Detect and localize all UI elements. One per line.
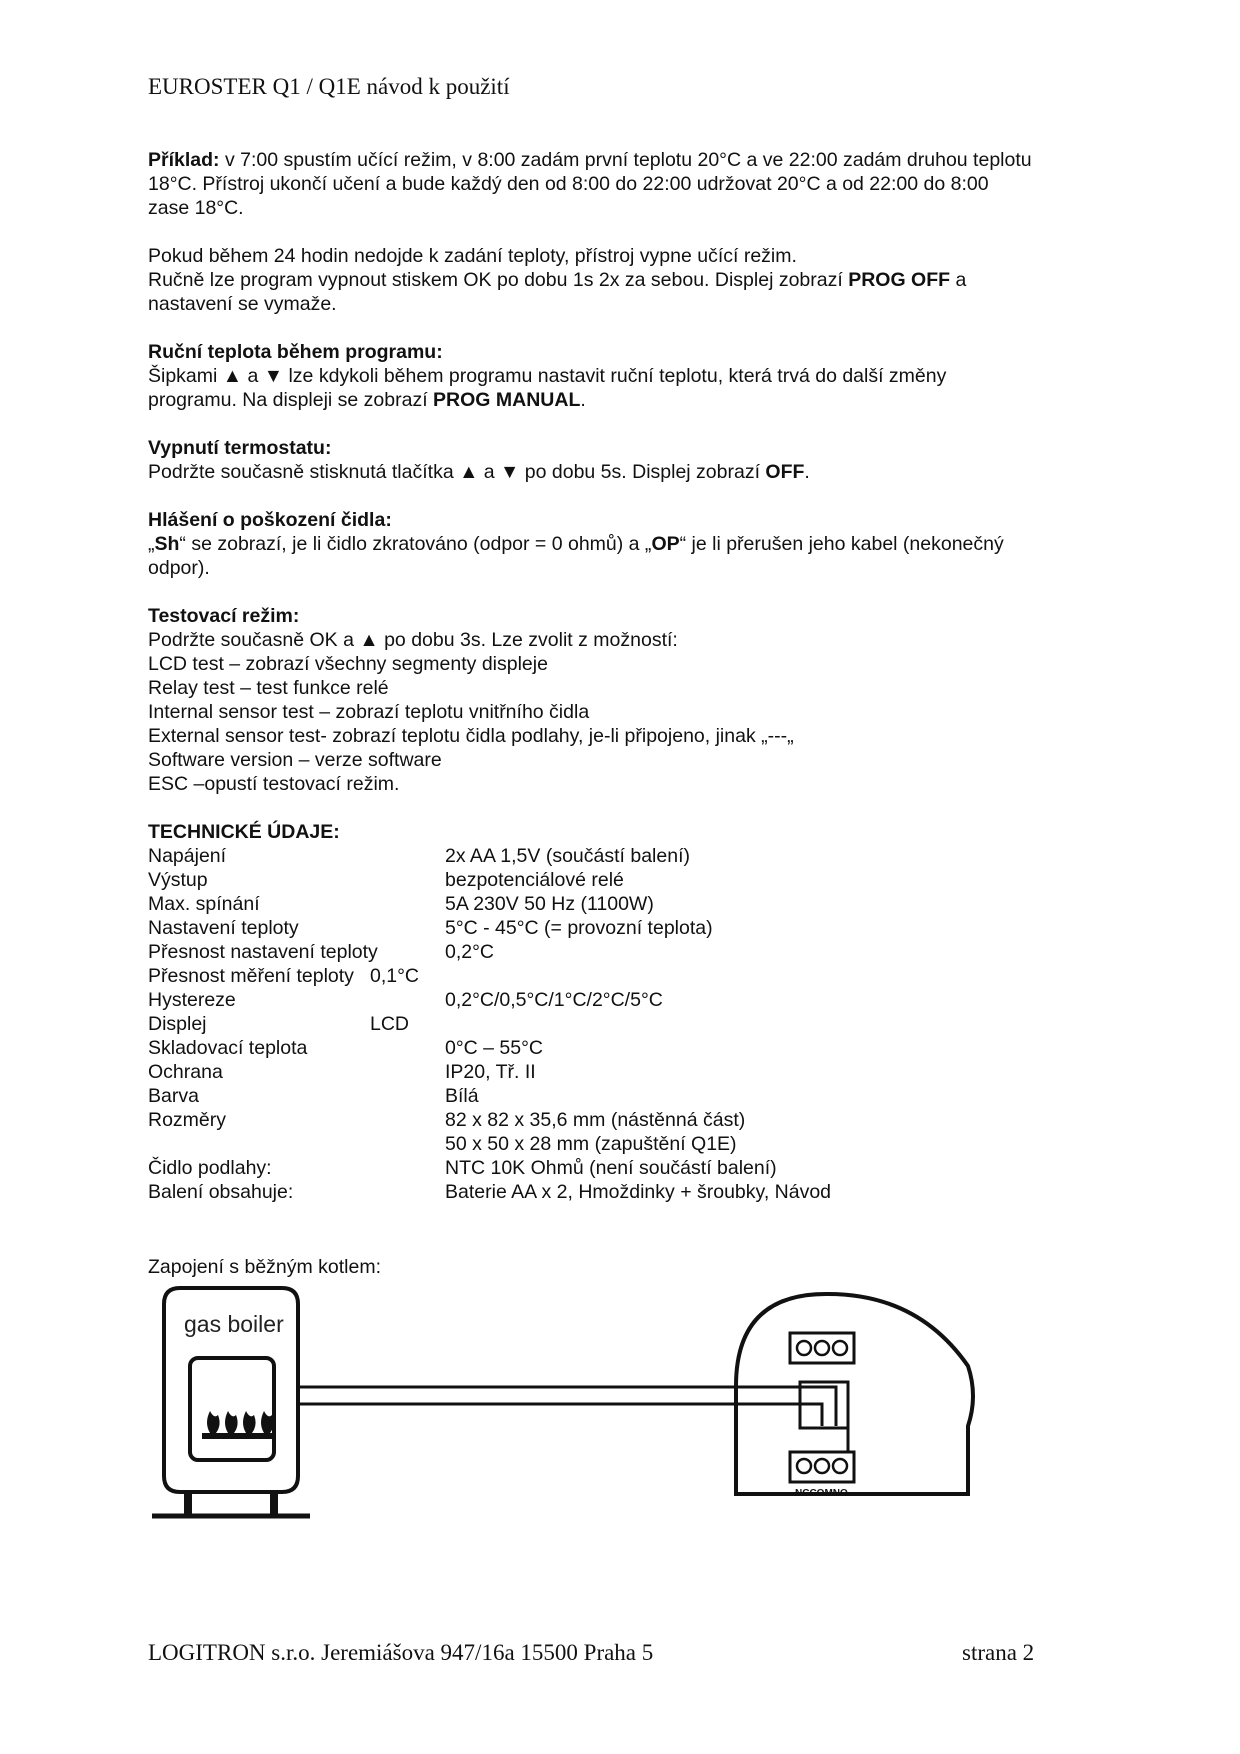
manual-temp-line2: programu. Na displeji se zobrazí <box>148 389 434 411</box>
manual-temp-heading: Ruční teplota během programu: <box>148 341 443 363</box>
screw-terminal <box>833 1341 847 1355</box>
diagram-caption: Zapojení s běžným kotlem: <box>148 1256 382 1278</box>
spec-label: Ochrana <box>148 1061 223 1083</box>
sh-code: Sh <box>154 533 180 555</box>
spec-value: 5A 230V 50 Hz (1100W) <box>445 893 654 915</box>
screw-terminal <box>797 1459 811 1473</box>
spec-value: 5°C - 45°C (= provozní teplota) <box>445 917 713 939</box>
spec-value: Bílá <box>445 1085 479 1107</box>
sensor-fault-section <box>148 508 1108 580</box>
spec-row <box>148 868 1108 892</box>
document-body <box>148 148 1108 1204</box>
spec-value: 0,2°C <box>445 941 494 963</box>
spec-value: bezpotenciálové relé <box>445 869 624 891</box>
manual-temp-section <box>148 340 1108 412</box>
test-mode-line: Relay test – test funkce relé <box>148 677 389 699</box>
test-mode-line: External sensor test- zobrazí teplotu čidla podlahy, je-li připojeno, jinak „---„ <box>148 725 794 747</box>
prog-manual-code: PROG MANUAL <box>433 389 581 411</box>
spec-row <box>148 1084 1108 1108</box>
spec-value: IP20, Tř. II <box>445 1061 536 1083</box>
spec-label: Čidlo podlahy: <box>148 1157 272 1179</box>
spec-value: 2x AA 1,5V (součástí balení) <box>445 845 690 867</box>
spec-label: Rozměry <box>148 1109 227 1131</box>
spec-value: NTC 10K Ohmů (není součástí balení) <box>445 1157 777 1179</box>
footer-address: LOGITRON s.r.o. Jeremiášova 947/16a 15500 Praha 5 <box>148 1640 654 1665</box>
example-paragraph <box>148 148 1108 220</box>
spec-label: Výstup <box>148 869 208 891</box>
program-off-paragraph <box>148 244 1108 316</box>
program-off-line2: Ručně lze program vypnout stiskem OK po dobu 1s 2x za sebou. Displej zobrazí <box>148 269 849 291</box>
test-mode-line: Internal sensor test – zobrazí teplotu vnitřního čidla <box>148 701 590 723</box>
connection-wires <box>298 1387 836 1426</box>
example-line1: v 7:00 spustím učící režim, v 8:00 zadám první teplotu 20°C a ve 22:00 zadám druhou teplotu <box>219 149 1032 171</box>
op-code: OP <box>651 533 680 555</box>
spec-row <box>148 1108 1108 1132</box>
spec-row <box>148 940 1108 964</box>
spec-value: 82 x 82 x 35,6 mm (nástěnná část) <box>445 1109 746 1131</box>
document-header: EUROSTER Q1 / Q1E návod k použití <box>148 74 510 99</box>
screw-terminal <box>815 1341 829 1355</box>
spec-row <box>148 988 1108 1012</box>
spec-row <box>148 964 1108 988</box>
spec-row <box>148 844 1108 868</box>
spec-value: LCD <box>370 1013 410 1035</box>
spec-label: Barva <box>148 1085 199 1107</box>
page-number: strana 2 <box>962 1640 1035 1665</box>
terminal-labels: NCCOMNO <box>795 1488 848 1499</box>
manual-temp-line2-end: . <box>580 389 586 411</box>
test-mode-line: ESC –opustí testovací režim. <box>148 773 400 795</box>
specs-section <box>148 820 1108 1204</box>
spec-label: Přesnost měření teploty <box>148 965 354 987</box>
spec-value: 50 x 50 x 28 mm (zapuštění Q1E) <box>445 1133 737 1155</box>
boiler-window <box>190 1358 274 1460</box>
sensor-fault-line2: odpor). <box>148 557 210 579</box>
spec-row <box>148 1180 1108 1204</box>
spec-row <box>148 1060 1108 1084</box>
screw-terminal <box>833 1459 847 1473</box>
example-label: Příklad: <box>148 149 220 171</box>
sensor-fault-end: “ je li přerušen jeho kabel (nekonečný <box>679 533 1004 555</box>
spec-row <box>148 1156 1108 1180</box>
power-off-heading: Vypnutí termostatu: <box>148 437 332 459</box>
specs-heading: TECHNICKÉ ÚDAJE: <box>148 821 340 843</box>
spec-value: 0°C – 55°C <box>445 1037 543 1059</box>
example-line2: 18°C. Přístroj ukončí učení a bude každý den od 8:00 do 22:00 udržovat 20°C a od 22:00 do 8:00 <box>148 173 989 195</box>
spec-label: Max. spínání <box>148 893 260 915</box>
off-code: OFF <box>765 461 805 483</box>
screw-terminal <box>797 1341 811 1355</box>
screw-terminal <box>815 1459 829 1473</box>
sensor-fault-heading: Hlášení o poškození čidla: <box>148 509 392 531</box>
spec-label: Displej <box>148 1013 207 1035</box>
program-off-line3: nastavení se vymaže. <box>148 293 337 315</box>
boiler-label: gas boiler <box>184 1311 284 1337</box>
flame-icon <box>202 1411 276 1439</box>
spec-value: 0,1°C <box>370 965 419 987</box>
sensor-fault-quote: „ <box>148 533 155 555</box>
spec-row <box>148 1132 1108 1156</box>
relay-terminal-block <box>790 1452 854 1482</box>
spec-row <box>148 892 1108 916</box>
power-off-text: Podržte současně stisknutá tlačítka ▲ a ▼ po dobu 5s. Displej zobrazí <box>148 461 766 483</box>
spec-row <box>148 1012 1108 1036</box>
spec-row <box>148 1036 1108 1060</box>
power-off-section <box>148 436 1108 484</box>
spec-row <box>148 916 1108 940</box>
spec-label: Skladovací teplota <box>148 1037 308 1059</box>
power-off-text-end: . <box>804 461 810 483</box>
spec-value: Baterie AA x 2, Hmoždinky + šroubky, Návod <box>445 1181 832 1203</box>
spec-label: Balení obsahuje: <box>148 1181 294 1203</box>
prog-off-code: PROG OFF <box>848 269 951 291</box>
test-mode-section <box>148 604 1108 796</box>
spec-label: Nastavení teploty <box>148 917 299 939</box>
test-mode-line: Podržte současně OK a ▲ po dobu 3s. Lze zvolit z možností: <box>148 629 678 651</box>
spec-label: Přesnost nastavení teploty <box>148 941 378 963</box>
program-off-line1: Pokud během 24 hodin nedojde k zadání teploty, přístroj vypne učící režim. <box>148 245 797 267</box>
sensor-fault-mid: “ se zobrazí, je li čidlo zkratováno (odpor = 0 ohmů) a „ <box>179 533 652 555</box>
test-mode-line: Software version – verze software <box>148 749 442 771</box>
spec-label: Hystereze <box>148 989 236 1011</box>
thermostat <box>736 1294 973 1494</box>
spec-label: Napájení <box>148 845 227 867</box>
test-mode-heading: Testovací režim: <box>148 605 300 627</box>
battery-terminal-block <box>790 1333 854 1363</box>
example-line3: zase 18°C. <box>148 197 244 219</box>
program-off-line2-end: a <box>950 269 967 291</box>
test-mode-line: LCD test – zobrazí všechny segmenty displeje <box>148 653 548 675</box>
wiring-diagram <box>148 1286 978 1536</box>
spec-value: 0,2°C/0,5°C/1°C/2°C/5°C <box>445 989 663 1011</box>
wire-to-nc <box>808 1404 822 1426</box>
manual-temp-line1: Šipkami ▲ a ▼ lze kdykoli během programu nastavit ruční teplotu, která trvá do další změny <box>148 365 947 387</box>
